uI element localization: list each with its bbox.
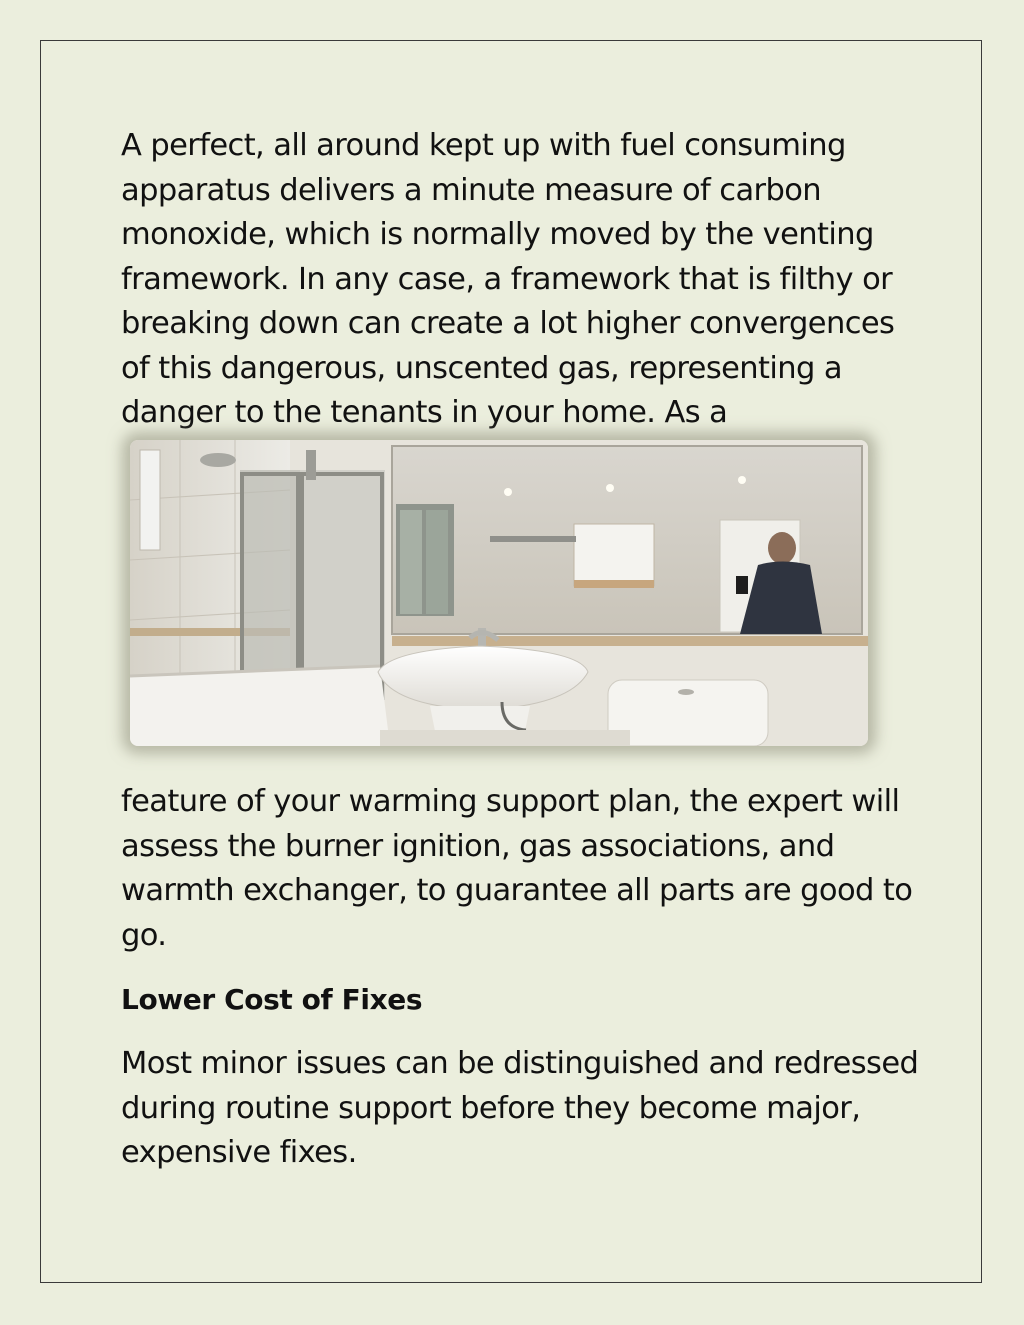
- body-paragraph: feature of your warming support plan, the expert will assess the burner ignition, gas associations, and warmth exchanger, to guarantee all parts are good to go.: [121, 784, 913, 953]
- section-heading: Lower Cost of Fixes: [121, 983, 423, 1016]
- intro-paragraph: A perfect, all around kept up with fuel consuming apparatus delivers a minute measure of carbon monoxide, which is normally moved by the venting framework. In any case, a framework that is filthy or breaking down can create a lot higher convergences of this dangerous, unscented gas, representing a danger to the tenants in your home. As a: [121, 128, 895, 430]
- closing-paragraph: Most minor issues can be distinguished and redressed during routine support before they become major, expensive fixes.: [121, 1046, 919, 1170]
- bathroom-photo: [130, 440, 868, 746]
